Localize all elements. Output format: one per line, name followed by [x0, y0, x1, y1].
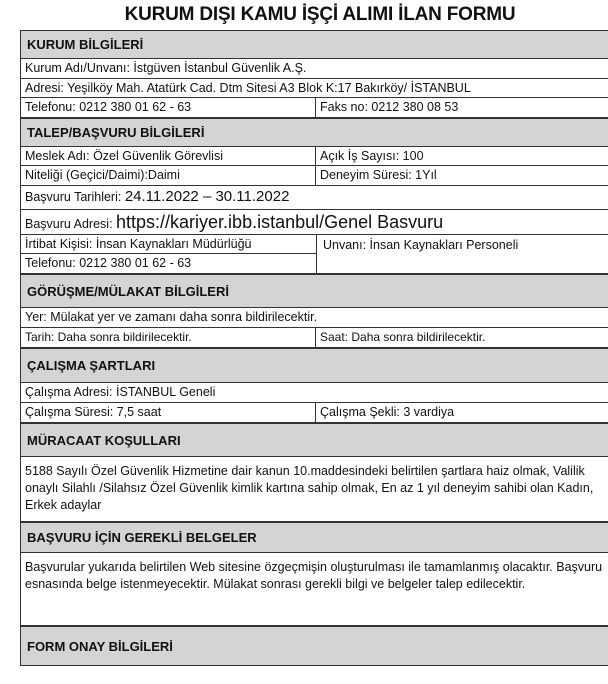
calisma-suresi: Çalışma Süresi: 7,5 saat: [21, 403, 316, 422]
niteligi: Niteliği (Geçici/Daimi):Daimi: [21, 166, 316, 185]
meslek-adi: Meslek Adı: Özel Güvenlik Görevlisi: [21, 147, 316, 165]
section-kurum: [21, 30, 608, 59]
mulakat-yer: Yer: Mülakat yer ve zamanı daha sonra bildirilecektir.: [25, 310, 318, 324]
deneyim-suresi: Deneyim Süresi: 1Yıl: [320, 168, 437, 182]
section-header: FORM ONAY BİLGİLERİ: [27, 638, 173, 654]
irtibat-unvani: Unvanı: İnsan Kaynakları Personeli: [323, 238, 519, 252]
section-gorusme: [21, 274, 608, 308]
section-header: ÇALIŞMA ŞARTLARI: [27, 358, 156, 373]
section-belgeler: [21, 522, 608, 553]
basvuru-adresi-link[interactable]: https://kariyer.ibb.istanbul/Genel Basvuru: [116, 212, 444, 232]
acik-is-sayisi: Açık İş Sayısı: 100: [320, 149, 424, 163]
section-header: TALEP/BAŞVURU BİLGİLERİ: [27, 125, 205, 140]
section-onay: [21, 626, 608, 666]
basvuru-tarihleri: 24.11.2022 – 30.11.2022: [124, 188, 290, 205]
section-calisma: [21, 348, 608, 383]
basvuru-adresi-label: Başvuru Adresi:: [25, 217, 117, 231]
basvuru-tarihleri-label: Başvuru Tarihleri:: [25, 190, 125, 204]
kurum-telefon: Telefonu: 0212 380 01 62 - 63: [21, 98, 316, 117]
section-muracaat: [21, 423, 608, 457]
section-header: BAŞVURU İÇİN GEREKLİ BELGELER: [27, 530, 257, 545]
kurum-adres: Adresi: Yeşilköy Mah. Atatürk Cad. Dtm Sitesi A3 Blok K:17 Bakırköy/ İSTANBUL: [25, 81, 471, 95]
muracaat-kosullari: 5188 Sayılı Özel Güvenlik Hizmetine dair kanun 10.maddesindeki belirtilen şartlara haiz olmak, Valilik onaylı Silahlı /Silahsız Özel Güvenlik kimlik kartına sahip olmak, En az 1 yıl deneyim sahibi olan Kadın, Erkek adaylar: [25, 464, 594, 512]
section-header: KURUM BİLGİLERİ: [27, 37, 144, 52]
irtibat-telefon: Telefonu: 0212 380 01 62 - 63: [25, 256, 192, 270]
irtibat-kisisi: İrtibat Kişisi: İnsan Kaynakları Müdürlüğü: [21, 235, 316, 254]
section-talep: [21, 118, 608, 147]
calisma-adresi: Çalışma Adresi: İSTANBUL Geneli: [25, 385, 216, 399]
kurum-adi: Kurum Adı/Unvanı: İstgüven İstanbul Güvenlik A.Ş.: [25, 61, 307, 75]
section-header: MÜRACAAT KOŞULLARI: [27, 432, 181, 448]
mulakat-tarih: Tarih: Daha sonra bildirilecektir.: [21, 328, 316, 347]
calisma-sekli: Çalışma Şekli: 3 vardiya: [320, 405, 455, 419]
mulakat-saat: Saat: Daha sonra bildirilecektir.: [320, 330, 486, 344]
section-header: GÖRÜŞME/MÜLAKAT BİLGİLERİ: [27, 283, 229, 299]
gerekli-belgeler: Başvurular yukarıda belirtilen Web sitesine özgeçmişin oluşturulması ile tamamlanmış olacaktır. Başvuru esnasında belge istenmeyecektir. Mülakat sonrası gerekli bilgi ve belgeler talep edilecektir.: [25, 560, 603, 591]
kurum-faks: Faks no: 0212 380 08 53: [320, 100, 459, 114]
form-table: [20, 30, 608, 666]
page-title: KURUM DIŞI KAMU İŞÇİ ALIMI İLAN FORMU: [124, 4, 516, 25]
